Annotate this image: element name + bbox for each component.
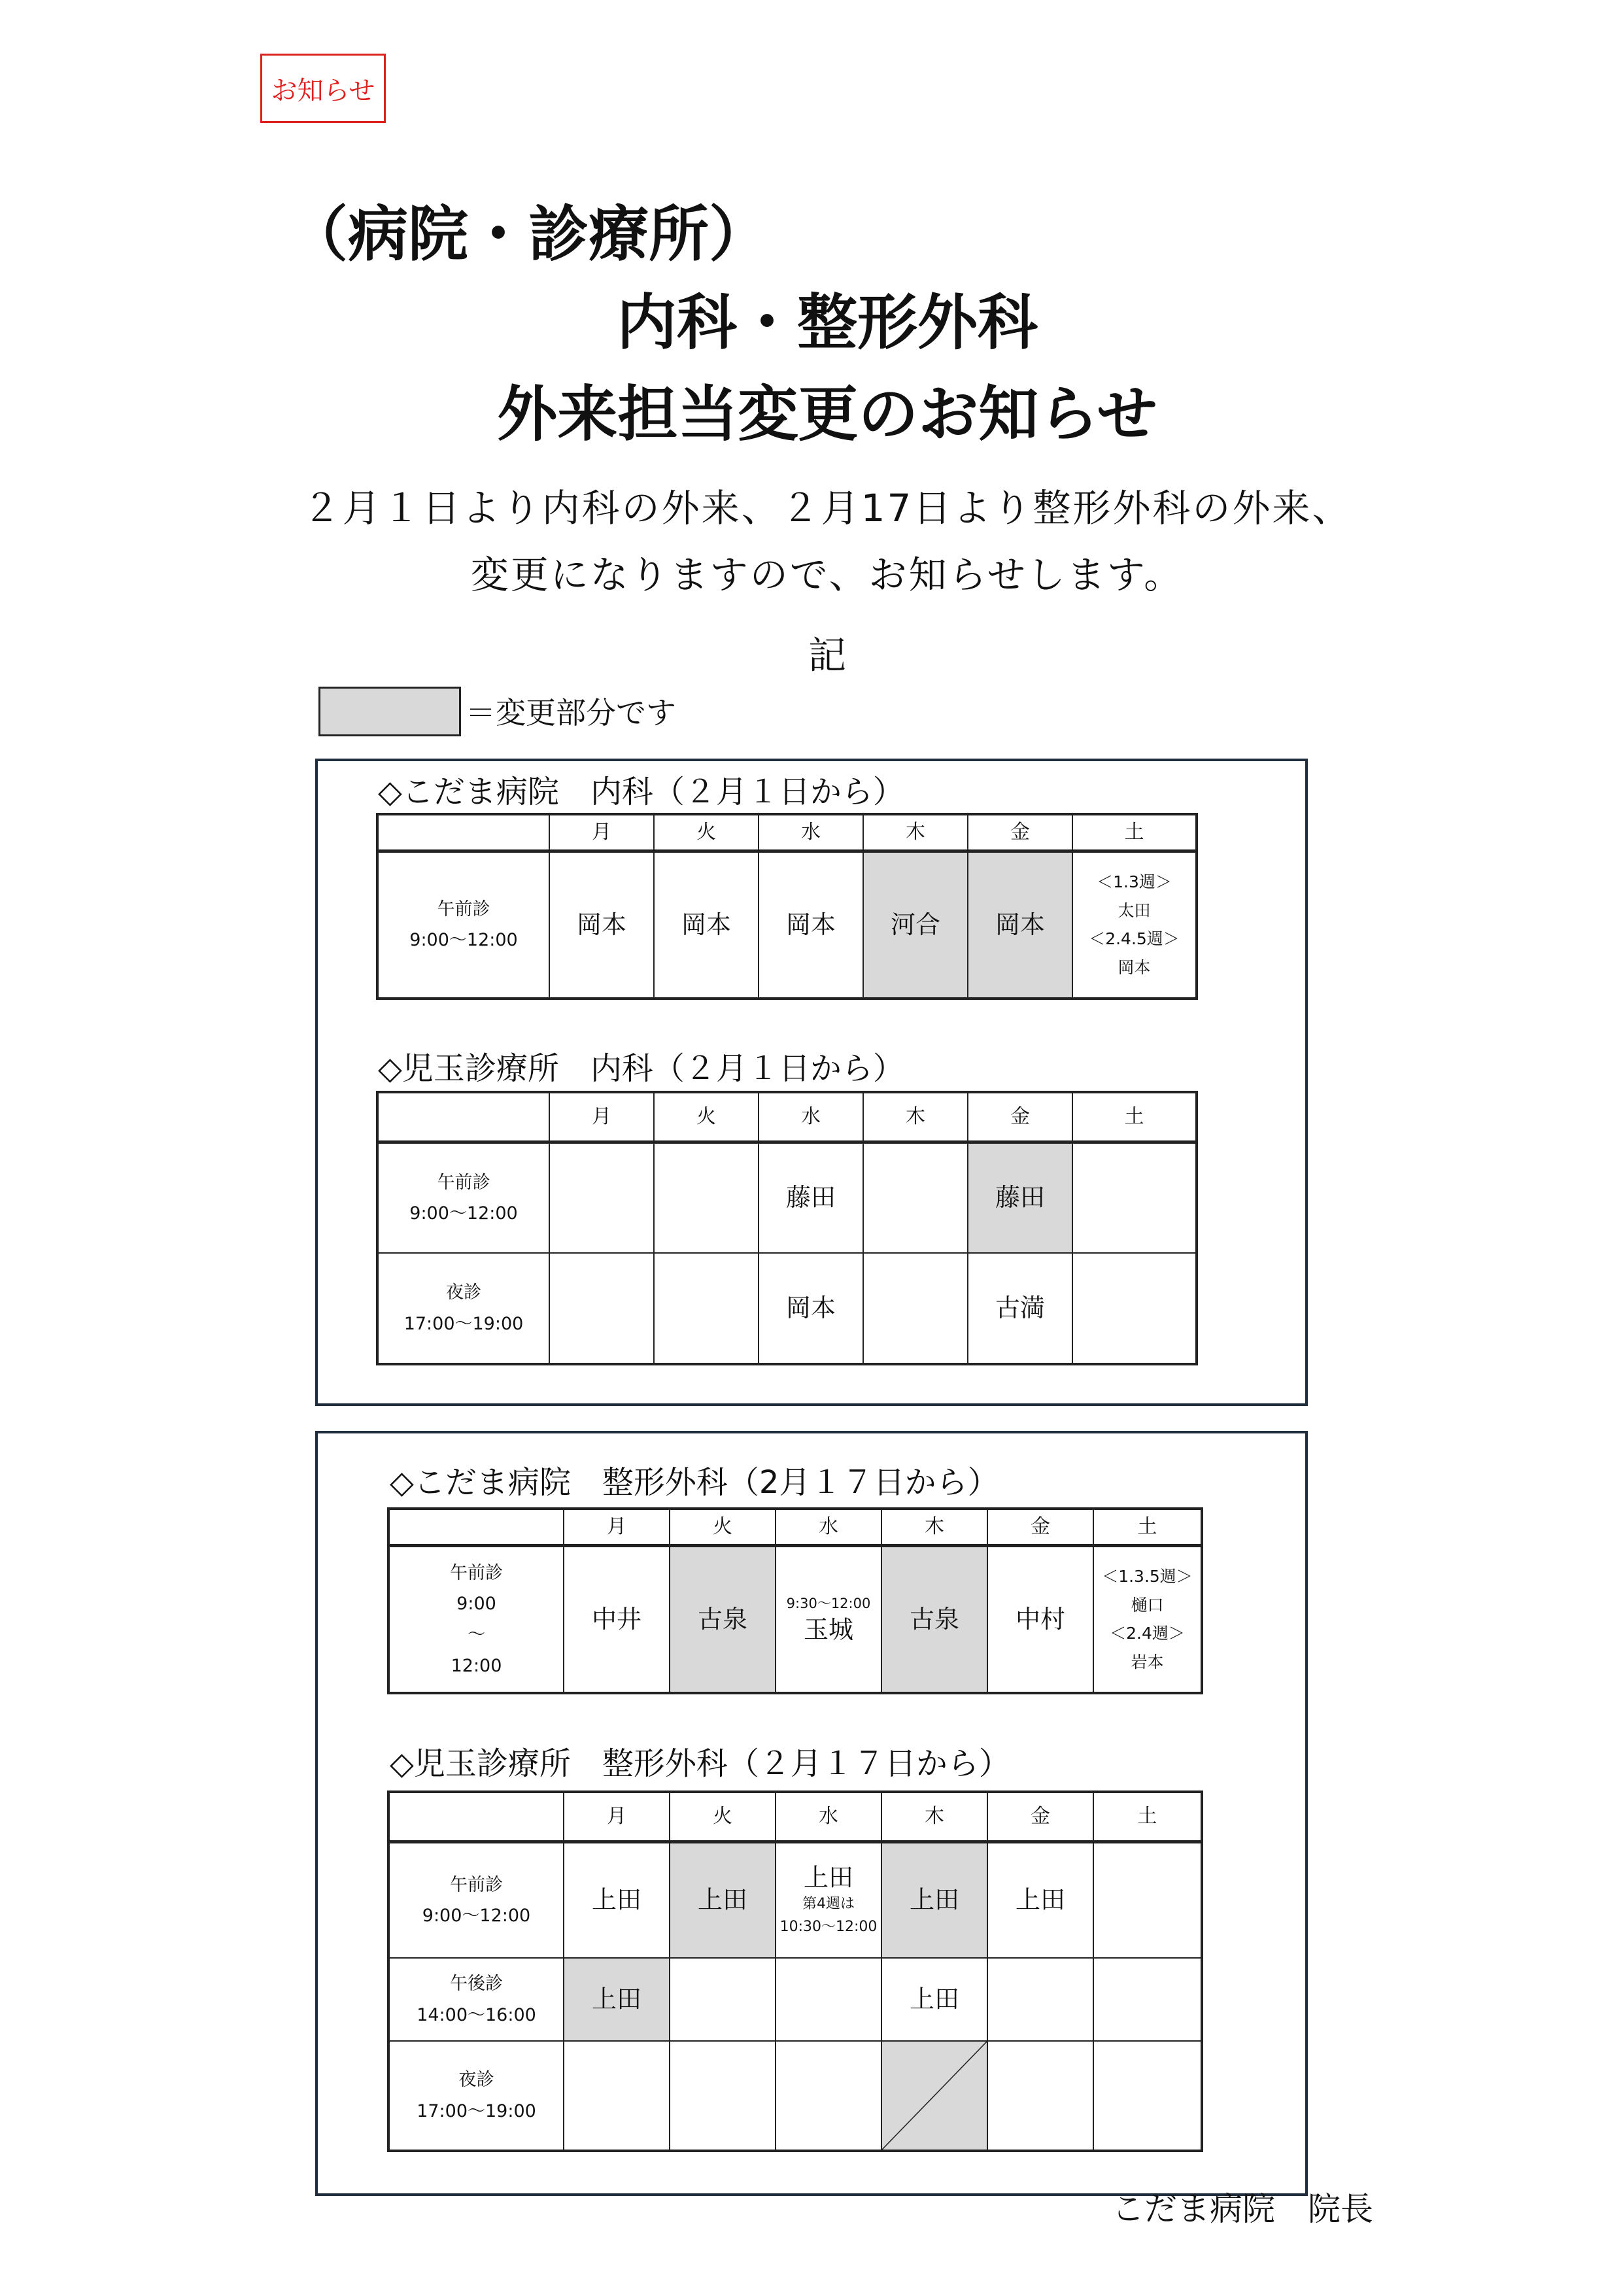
saturday-rotation-cell: ＜1.3週＞ 太田 ＜2.4.5週＞ 岡本: [1072, 851, 1197, 999]
header-day: 月: [564, 1792, 670, 1842]
empty-cell: [987, 2041, 1093, 2151]
header-day: 火: [654, 1092, 759, 1142]
empty-cell: [1093, 1958, 1202, 2041]
empty-cell: [776, 1958, 881, 2041]
empty-cell: [1072, 1142, 1197, 1253]
section-title-kodama-internal: ◇こだま病院 内科（２月１日から）: [378, 774, 904, 810]
header-day: 土: [1093, 1509, 1202, 1545]
closed-cell-diagonal: [881, 2041, 987, 2151]
empty-cell: [549, 1253, 654, 1364]
header-day: 月: [549, 1092, 654, 1142]
header-day: 水: [776, 1792, 881, 1842]
empty-cell: [987, 1958, 1093, 2041]
doctor-cell: 岡本: [654, 851, 759, 999]
title-departments: 内科・整形外科: [616, 288, 1038, 358]
legend-text: ＝変更部分です: [466, 695, 676, 730]
header-day: 月: [564, 1509, 670, 1545]
header-day: 火: [654, 814, 759, 851]
schedule-table-clinic-internal: [376, 1091, 1198, 1365]
empty-cell: [670, 1958, 776, 2041]
header-day: 土: [1093, 1792, 1202, 1842]
doctor-cell-changed: 上田: [564, 1958, 670, 2041]
doctor-cell: 岡本: [759, 1253, 863, 1364]
empty-cell: [549, 1142, 654, 1253]
doctor-cell-changed: 河合: [863, 851, 968, 999]
empty-cell: [1093, 2041, 1202, 2151]
doctor-cell: 岡本: [549, 851, 654, 999]
header-day: 火: [670, 1509, 776, 1545]
header-day: 金: [968, 1092, 1072, 1142]
header-day: 木: [881, 1509, 987, 1545]
doctor-cell: 中井: [564, 1545, 670, 1693]
doctor-cell-changed: 上田: [881, 1842, 987, 1958]
row-label-morning: 午前診 9:00～12:00: [377, 1142, 549, 1253]
header-day: 水: [759, 814, 863, 851]
diagonal-line-icon: [882, 2042, 987, 2150]
saturday-rotation-cell: ＜1.3.5週＞ 樋口 ＜2.4週＞ 岩本: [1093, 1545, 1202, 1693]
doctor-cell: 上田: [987, 1842, 1093, 1958]
empty-cell: [776, 2041, 881, 2151]
section-title-kodama-ortho: ◇こだま病院 整形外科（2月１７日から）: [390, 1464, 999, 1501]
header-day: 土: [1072, 814, 1197, 851]
header-day: 水: [759, 1092, 863, 1142]
section-title-kodama-clinic-internal: ◇児玉診療所 内科（２月１日から）: [378, 1050, 904, 1087]
doctor-cell: 藤田: [759, 1142, 863, 1253]
header-day: 金: [968, 814, 1072, 851]
header-day: 水: [776, 1509, 881, 1545]
row-label-evening: 夜診 17:00～19:00: [377, 1253, 549, 1364]
ki-heading: 記: [808, 633, 846, 677]
header-day: 火: [670, 1792, 776, 1842]
schedule-table-kodama-internal: [376, 813, 1198, 1000]
doctor-cell: 中村: [987, 1545, 1093, 1693]
schedule-table-clinic-ortho: [387, 1791, 1203, 2152]
header-day: 木: [863, 814, 968, 851]
legend-swatch: [318, 687, 461, 736]
doctor-cell: 上田: [881, 1958, 987, 2041]
doctor-cell-with-time: 9:30～12:00 玉城: [776, 1545, 881, 1693]
doctor-cell-changed: 古泉: [881, 1545, 987, 1693]
row-label-morning: 午前診 9:00～12:00: [388, 1842, 564, 1958]
row-label-afternoon: 午後診 14:00～16:00: [388, 1958, 564, 2041]
empty-cell: [1072, 1253, 1197, 1364]
row-label-morning: 午前診 9:00 ～ 12:00: [388, 1545, 564, 1693]
empty-cell: [863, 1142, 968, 1253]
header-day: 木: [863, 1092, 968, 1142]
intro-line-1: ２月１日より内科の外来、２月17日より整形外科の外来、: [302, 486, 1352, 530]
doctor-cell-changed: 古泉: [670, 1545, 776, 1693]
row-label-morning: 午前診 9:00～12:00: [377, 851, 549, 999]
empty-cell: [564, 2041, 670, 2151]
section-title-clinic-ortho: ◇児玉診療所 整形外科（２月１７日から）: [390, 1745, 1010, 1782]
empty-cell: [1093, 1842, 1202, 1958]
header-blank: [388, 1792, 564, 1842]
header-blank: [377, 814, 549, 851]
empty-cell: [654, 1253, 759, 1364]
empty-cell: [863, 1253, 968, 1364]
header-blank: [388, 1509, 564, 1545]
header-day: 月: [549, 814, 654, 851]
empty-cell: [670, 2041, 776, 2151]
title-main: 外来担当変更のお知らせ: [497, 379, 1157, 449]
intro-line-2: 変更になりますので、お知らせします。: [470, 553, 1184, 597]
doctor-cell-changed: 岡本: [968, 851, 1072, 999]
empty-cell: [654, 1142, 759, 1253]
title-facilities: （病院・診療所）: [288, 199, 770, 269]
header-day: 金: [987, 1792, 1093, 1842]
header-day: 金: [987, 1509, 1093, 1545]
doctor-cell-with-note: 上田 第4週は 10:30～12:00: [776, 1842, 881, 1958]
doctor-cell: 上田: [564, 1842, 670, 1958]
doctor-cell-changed: 上田: [670, 1842, 776, 1958]
notice-tag: お知らせ: [260, 54, 386, 123]
header-day: 土: [1072, 1092, 1197, 1142]
doctor-cell: 岡本: [759, 851, 863, 999]
schedule-table-kodama-ortho: [387, 1507, 1203, 1694]
header-day: 木: [881, 1792, 987, 1842]
header-blank: [377, 1092, 549, 1142]
signature: こだま病院 院長: [1112, 2190, 1373, 2228]
doctor-cell-changed: 藤田: [968, 1142, 1072, 1253]
row-label-evening: 夜診 17:00～19:00: [388, 2041, 564, 2151]
doctor-cell: 古満: [968, 1253, 1072, 1364]
